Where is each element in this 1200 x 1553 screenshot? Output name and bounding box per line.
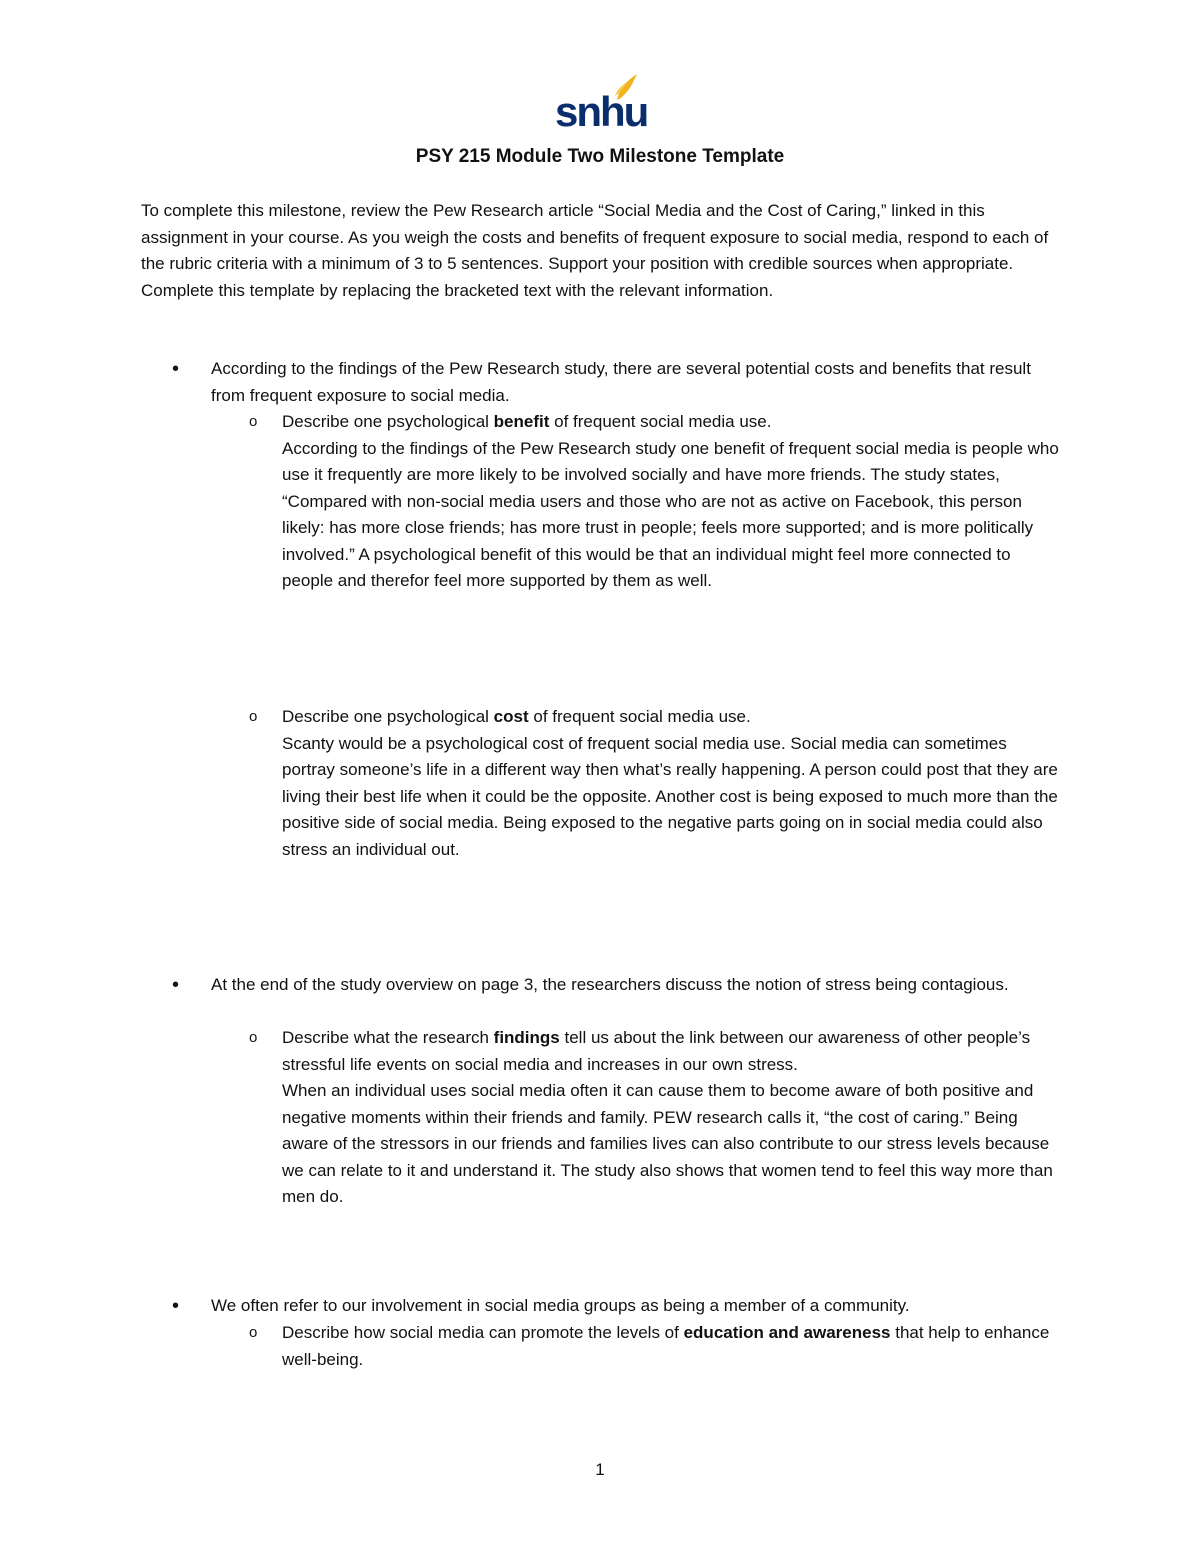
intro-paragraph: To complete this milestone, review the Pew Research article “Social Media and the Cost of Caring,” linked in this assignment in your course. As you weigh the costs and benefits of frequent exposure to social media, respond to each of the rubric criteria with a minimum of 3 to 5 sentences. Support your position with credible sources when appropriate. Complete this template by replacing the bracketed text with the relevant information. — [141, 201, 1049, 300]
bullet-marker: • — [172, 974, 180, 996]
section-1-bullet: According to the findings of the Pew Research study, there are several potential costs and benefits that result from frequent exposure to social media. — [211, 359, 1031, 405]
item-prompt: Describe what the research findings tell us about the link between our awareness of other people’s stressful life events on social media and increases in our own stress. — [282, 1028, 1031, 1074]
sub-bullet-marker: o — [249, 708, 258, 725]
section-1-item-1 — [282, 409, 1062, 595]
sub-bullet-marker: o — [249, 1324, 258, 1341]
bullet-marker: • — [172, 358, 180, 380]
section-2-item-1 — [282, 1025, 1062, 1211]
bullet-marker: • — [172, 1295, 180, 1317]
snhu-logo — [555, 72, 648, 135]
item-answer: Scanty would be a psychological cost of frequent social media use. Social media can sometimes portray someone’s life in a different way then what’s really happening. A person could post that they are living their best life when it could be the opposite. Another cost is being exposed to much more than the positive side of social media. Being exposed to the negative parts going on in social media could also stress an individual out. — [282, 733, 1058, 859]
item-prompt: Describe one psychological benefit of frequent social media use. — [282, 412, 772, 431]
logo-wordmark: snhu — [555, 88, 648, 135]
section-2-bullet: At the end of the study overview on page 3, the researchers discuss the notion of stress being contagious. — [211, 975, 1009, 994]
section-3-item-1 — [282, 1320, 1062, 1373]
item-answer: According to the findings of the Pew Research study one benefit of frequent social media is people who use it frequently are more likely to be involved socially and have more friends. The study states, “Compared with non-social media users and those who are not as active on Facebook, this person likely: has more close friends; has more trust in people; feels more supported; and is more politically involved.” A psychological benefit of this would be that an individual might feel more connected to people and therefor feel more supported by them as well. — [282, 438, 1059, 590]
item-prompt: Describe how social media can promote the levels of education and awareness that help to enhance well-being. — [282, 1323, 1050, 1369]
page-title: PSY 215 Module Two Milestone Template — [415, 146, 785, 167]
item-prompt: Describe one psychological cost of frequent social media use. — [282, 707, 751, 726]
section-1-item-2 — [282, 704, 1062, 863]
item-answer: When an individual uses social media often it can cause them to become aware of both positive and negative moments within their friends and family. PEW research calls it, “the cost of caring.” Being aware of the stressors in our friends and families lives can also contribute to our stress levels because we can relate to it and understand it. The study also shows that women tend to feel this way more than men do. — [282, 1081, 1053, 1206]
page-number: 1 — [595, 1460, 605, 1479]
sub-bullet-marker: o — [249, 1029, 258, 1046]
section-3-bullet: We often refer to our involvement in social media groups as being a member of a community. — [211, 1296, 910, 1315]
sub-bullet-marker: o — [249, 413, 258, 430]
